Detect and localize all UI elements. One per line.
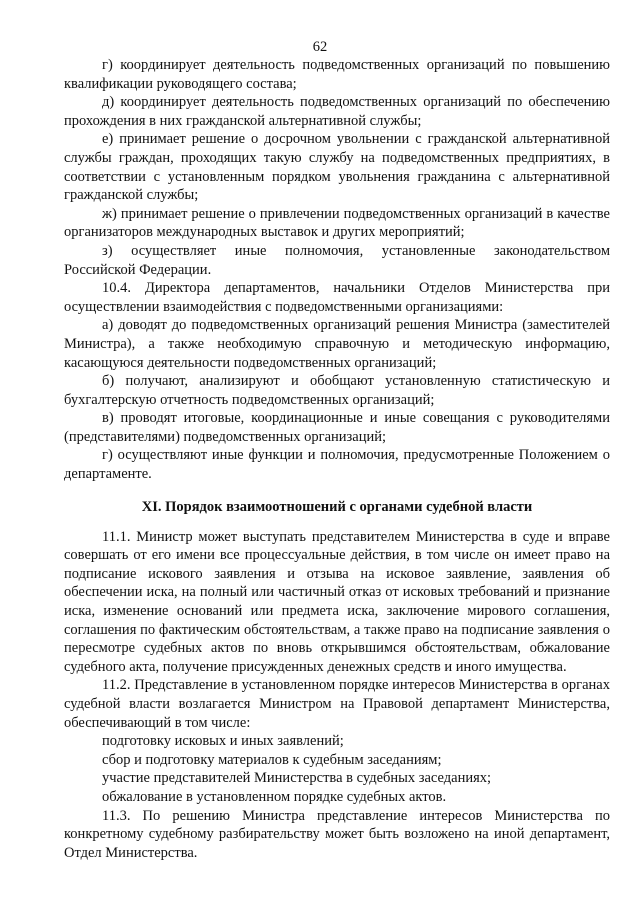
paragraph-11-1: 11.1. Министр может выступать представителем Министерства в суде и вправе совершать от его имени все процессуальные действия, в том числе он имеет право на подписание искового заявления и отзыва на исковое заявление, заявления об обеспечении иска, на полный или частичный отказ от исковых требований и признание иска, изменение оснований или предмета иска, заключение мирового соглашения, соглашения по фактическим обстоятельствам, а также право на подписание заявления о пересмотре судебных актов по вновь открывшимся обстоятельствам, обжалование судебного акта, получение присужденных денежных средств и иного имущества. (64, 528, 610, 675)
paragraph-e-dismissal: е) принимает решение о досрочном увольнении с гражданской альтернативной службы граждан, проходящих такую службу на подведомственных предприятиях, в соответствии с установленным порядком увольнения гражданина с альтернативной гражданской службы; (64, 131, 610, 204)
list-item-claims: подготовку исковых и иных заявлений; (102, 733, 344, 750)
paragraph-zh-exhibitions: ж) принимает решение о привлечении подведомственных организаций в качестве организаторов международных выставок и других мероприятий; (64, 205, 610, 241)
paragraph-v-meetings: в) проводят итоговые, координационные и иные совещания с руководителями (представителями) подведомственных организаций; (64, 410, 610, 445)
list-item-materials: сбор и подготовку материалов к судебным заседаниям; (102, 751, 442, 768)
paragraph-z-other-powers: з) осуществляет иные полномочия, установленные законодательством Российской Федерации. (64, 242, 610, 278)
paragraph-11-2: 11.2. Представление в установленном порядке интересов Министерства в органах судебной власти возлагается Министром на Правовой департамент Министерства, обеспечивающий в том числе: (64, 677, 610, 731)
paragraph-d-alternative-service: д) координирует деятельность подведомственных организаций по обеспечению прохождения в них гражданской альтернативной службы; (64, 94, 610, 129)
page-number: 62 (312, 39, 328, 55)
paragraph-g-qualification: г) координирует деятельность подведомственных организаций по повышению квалификации руководящего состава; (64, 57, 610, 92)
list-item-participation: участие представителей Министерства в судебных заседаниях; (102, 770, 492, 787)
paragraph-11-3: 11.3. По решению Министра представление интересов Министерства по конкретному судебному разбирательству может быть возложено на иной департамент, Отдел Министерства. (64, 807, 610, 861)
paragraph-a-decisions: а) доводят до подведомственных организаций решения Министра (заместителей Министра), а также необходимую справочную и методическую информацию, касающуюся деятельности подведомственных организаций; (64, 317, 610, 371)
list-item-appeal: обжалование в установленном порядке судебных актов. (102, 788, 447, 805)
document-body (64, 56, 610, 862)
paragraph-g-other-functions: г) осуществляют иные функции и полномочия, предусмотренные Положением о департаменте. (64, 447, 610, 483)
paragraph-10-4: 10.4. Директора департаментов, начальники Отделов Министерства при осуществлении взаимодействия с подведомственными организациями: (64, 280, 610, 315)
paragraph-b-reporting: б) получают, анализируют и обобщают установленную статистическую и бухгалтерскую отчетность подведомственных организаций; (64, 373, 610, 408)
section-heading-xi: XI. Порядок взаимоотношений с органами судебной власти (141, 498, 533, 515)
